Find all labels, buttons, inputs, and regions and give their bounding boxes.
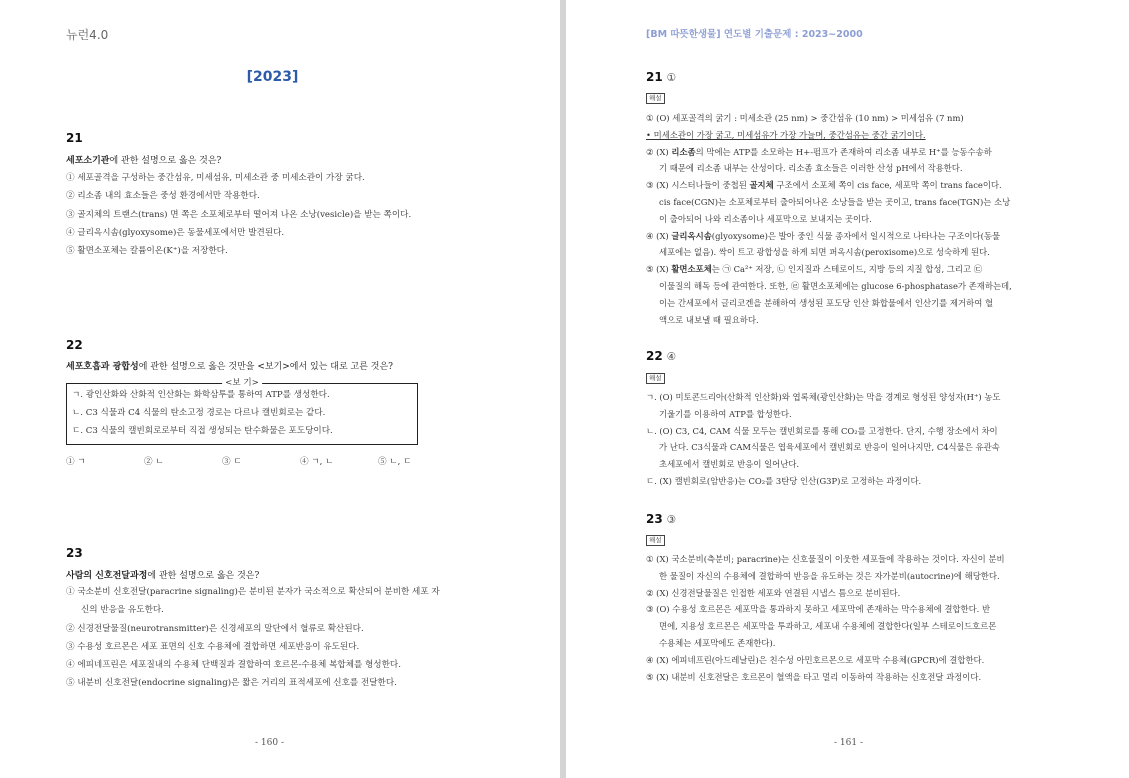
question-number: 21 [66,131,83,145]
left-page [0,0,560,778]
item-keyword: 리소좀 [671,146,696,157]
option-continuation: 신의 반응을 유도한다. [81,605,164,616]
option: ① 세포골격을 구성하는 중간섬유, 미세섬유, 미세소관 중 미세소관이 가장 굵다. [66,173,365,183]
explanation-tag: 해설 [646,373,665,384]
item-prefix: ④ (X) [646,230,672,241]
item-prefix: ③ (X) 시스터나들이 중첩된 [646,180,750,191]
stem-text: 에 관한 설명으로 옳은 것은? [109,156,222,166]
question-stem [66,153,221,166]
item-keyword: 글리옥시솜 [671,230,712,241]
question-stem [66,568,259,581]
explanation-line: 기 때문에 리소좀 내부는 산성이다. 리소좀 효소들은 이러한 산성 pH에서 작용한다. [659,163,963,174]
option: ② 신경전달물질(neurotransmitter)은 신경세포의 말단에서 혈류로 확산된다. [66,623,364,634]
explanation-line: 초세포에서 캘빈회로 반응이 일어난다. [659,459,800,470]
explanation-line: 면에, 지용성 호르몬은 세포막을 투과하고, 세포내 수용체에 결합한다(일부 스테로이드호르몬 [659,621,997,632]
question-number: 23 [646,512,663,526]
explanation-line [646,228,1046,245]
answer-choices [66,455,456,467]
item-keyword: 골지체 [749,180,774,191]
stem-keyword: 세포소기관 [66,156,110,166]
option-text: ① 국소분비 신호전달(paracrine signaling)은 분비된 분자가 국소적으로 확산되어 분비한 세포 자 [66,587,440,597]
answer-heading [646,512,676,526]
answer-heading [646,70,676,84]
explanation-line: ⑤ (X) 내분비 신호전달은 호르몬이 혈액을 타고 멀리 이동하여 작용하는 신호전달 과정이다. [646,671,982,682]
explanation-line: cis face(CGN)는 소포체로부터 출아되어나온 소낭들을 받는 곳이고, trans face(TGN)는 소낭 [659,196,1011,207]
choice: ④ ㄱ, ㄴ [300,457,334,467]
bogi-box [66,378,418,445]
question-number: 22 [646,349,663,363]
item-text: (glyoxysome)은 발아 중인 식물 종자에서 일시적으로 나타나는 구조이다(동물 [711,230,1001,241]
option: ⑤ 내분비 신호전달(endocrine signaling)은 짧은 거리의 표적세포에 신호를 전달한다. [66,678,397,689]
stem-keyword: 사람의 신호전달과정 [66,571,148,581]
item-prefix: ② (X) [646,146,672,157]
option: ⑤ 활면소포체는 칼륨이온(K⁺)을 저장한다. [66,246,228,257]
option: ③ 골지체의 트랜스(trans) 면 쪽은 소포체로부터 떨어져 나온 소낭(vesicle)을 받는 쪽이다. [66,209,412,220]
explanation-line [646,144,1046,161]
explanation-line [646,261,1046,278]
explanation-line: 수용체는 세포막에도 존재한다). [659,637,776,648]
explanation-line: ① (X) 국소분비(측분비; paracrine)는 신호물질이 이웃한 세포들에 작용하는 것이다. 자신이 분비 [646,554,1005,564]
correct-answer: ④ [666,351,677,363]
stem-text: 에 관한 설명으로 옳은 것만을 <보기>에서 있는 대로 고른 것은? [138,362,393,372]
bogi-title: <보 기> [222,376,262,390]
explanation-line: 이 출아되어 나와 리소좀이나 세포막으로 보내지는 곳이다. [659,213,872,224]
bogi-item: ㄷ. C3 식물의 캘빈회로로부터 직접 생성되는 탄수화물은 포도당이다. [72,426,333,436]
stem-keyword: 세포호흡과 광합성 [66,362,139,372]
explanation-body [646,389,1046,490]
option: ④ 글리옥시솜(glyoxysome)은 동물세포에서만 발견된다. [66,227,285,238]
page-number: - 161 - [834,738,863,748]
option-list [66,583,440,693]
bogi-item: ㄴ. C3 식물과 C4 식물의 탄소고정 경로는 다르나 캘빈회로는 같다. [72,408,326,418]
stem-text: 에 관한 설명으로 옳은 것은? [147,571,260,581]
explanation-line: 세포에는 없음). 싹이 트고 광합성을 하게 되면 퍼옥시솜(peroxisome)으로 성숙하게 된다. [659,247,990,258]
option-list [66,169,411,260]
choice: ③ ㄷ [222,457,242,467]
explanation-body [646,551,1046,685]
page-header: [BM 따뜻한생물] 연도별 기출문제 : 2023~2000 [646,29,863,40]
choice: ⑤ ㄴ, ㄷ [378,457,412,467]
explanation-line: ㄱ. (O) 미토콘드리아(산화적 인산화)와 엽록체(광인산화)는 막을 경계로 형성된 양성자(H⁺) 농도 [646,392,1001,402]
explanation-line: ④ (X) 에피네프린(아드레날린)은 친수성 아민호르몬으로 세포막 수용체(GPCR)에 결합한다. [646,654,985,665]
explanation-line: ㄷ. (X) 캘빈회로(암반응)는 CO₂를 3탄당 인산(G3P)로 고정하는 과정이다. [646,475,922,486]
page-number: - 160 - [255,738,284,748]
explanation-line: ③ (O) 수용성 호르몬은 세포막을 통과하지 못하고 세포막에 존재하는 막수용체에 결합한다. 반 [646,604,991,615]
explanation-tag: 해설 [646,535,665,546]
year-title: [2023] [246,69,299,85]
explanation-line: 가 난다. C3식물과 CAM식물은 엽육세포에서 캘빈회로 반응이 일어나지만, C4식물은 유관속 [659,442,1000,453]
explanation-line: 이물질의 해독 등에 관여한다. 또한, ㉣ 활면소포체에는 glucose 6-phosphatase가 존재하는데, [659,280,1012,291]
option: ② 리소좀 내의 효소들은 중성 환경에서만 작용한다. [66,191,260,202]
item-text: 구조에서 소포체 쪽이 cis face, 세포막 쪽이 trans face이다. [773,180,1002,191]
question-stem [66,359,393,372]
choice: ② ㄴ [144,457,164,467]
choice: ① ㄱ [66,457,86,467]
explanation-line: 한 물질이 자신의 수용체에 결합하여 반응을 유도하는 것은 자가분비(autocrine)에 해당한다. [659,570,1000,581]
correct-answer: ③ [666,514,677,526]
explanation-line: • 미세소관이 가장 굵고, 미세섬유가 가장 가늘며, 중간섬유는 중간 굵기이다. [646,129,926,140]
explanation-line: ㄴ. (O) C3, C4, CAM 식물 모두는 캘빈회로를 통해 CO₂를 고정한다. 단지, 수행 장소에서 차이 [646,425,998,436]
item-keyword: 활면소포체 [671,264,712,275]
bogi-item: ㄱ. 광인산화와 산화적 인산화는 화학삼투를 통하여 ATP를 생성한다. [72,390,330,400]
item-prefix: ⑤ (X) [646,264,672,275]
option: ④ 에피네프린은 세포질내의 수용체 단백질과 결합하여 호르몬-수용체 복합체를 형성한다. [66,660,401,671]
explanation-line: 기울기를 이용하여 ATP를 합성한다. [659,408,792,419]
answer-heading [646,349,676,363]
explanation-line: 액으로 내보낼 때 필요하다. [659,314,759,325]
option [66,583,440,620]
item-text: 는 ㉠ Ca²⁺ 저장, ㉡ 인지질과 스테로이드, 지방 등의 지질 합성, 그리고 ㉢ [711,264,983,275]
explanation-line: ② (X) 신경전달물질은 인접한 세포와 연결된 시냅스 틈으로 분비된다. [646,587,901,598]
explanation-body [646,110,1046,328]
question-number: 23 [66,546,83,560]
explanation-tag: 해설 [646,93,665,104]
explanation-line: ① (O) 세포골격의 굵기 : 미세소관 (25 nm) > 중간섬유 (10 nm) > 미세섬유 (7 nm) [646,113,964,123]
explanation-line [646,177,1046,194]
option: ③ 수용성 호르몬은 세포 표면의 신호 수용체에 결합하면 세포반응이 유도된다. [66,641,360,652]
question-number: 22 [66,338,83,352]
question-number: 21 [646,70,663,84]
correct-answer: ① [666,72,677,84]
right-page [566,0,1129,778]
explanation-line: 이는 간세포에서 글리코겐을 분해하여 생성된 포도당 인산 화합물에서 인산기를 제거하여 혈 [659,297,994,308]
item-text: 의 막에는 ATP를 소모하는 H+-펌프가 존재하여 리소좀 내부로 H⁺를 능동수송하 [695,146,992,157]
page-header: 뉴런4.0 [66,28,109,42]
